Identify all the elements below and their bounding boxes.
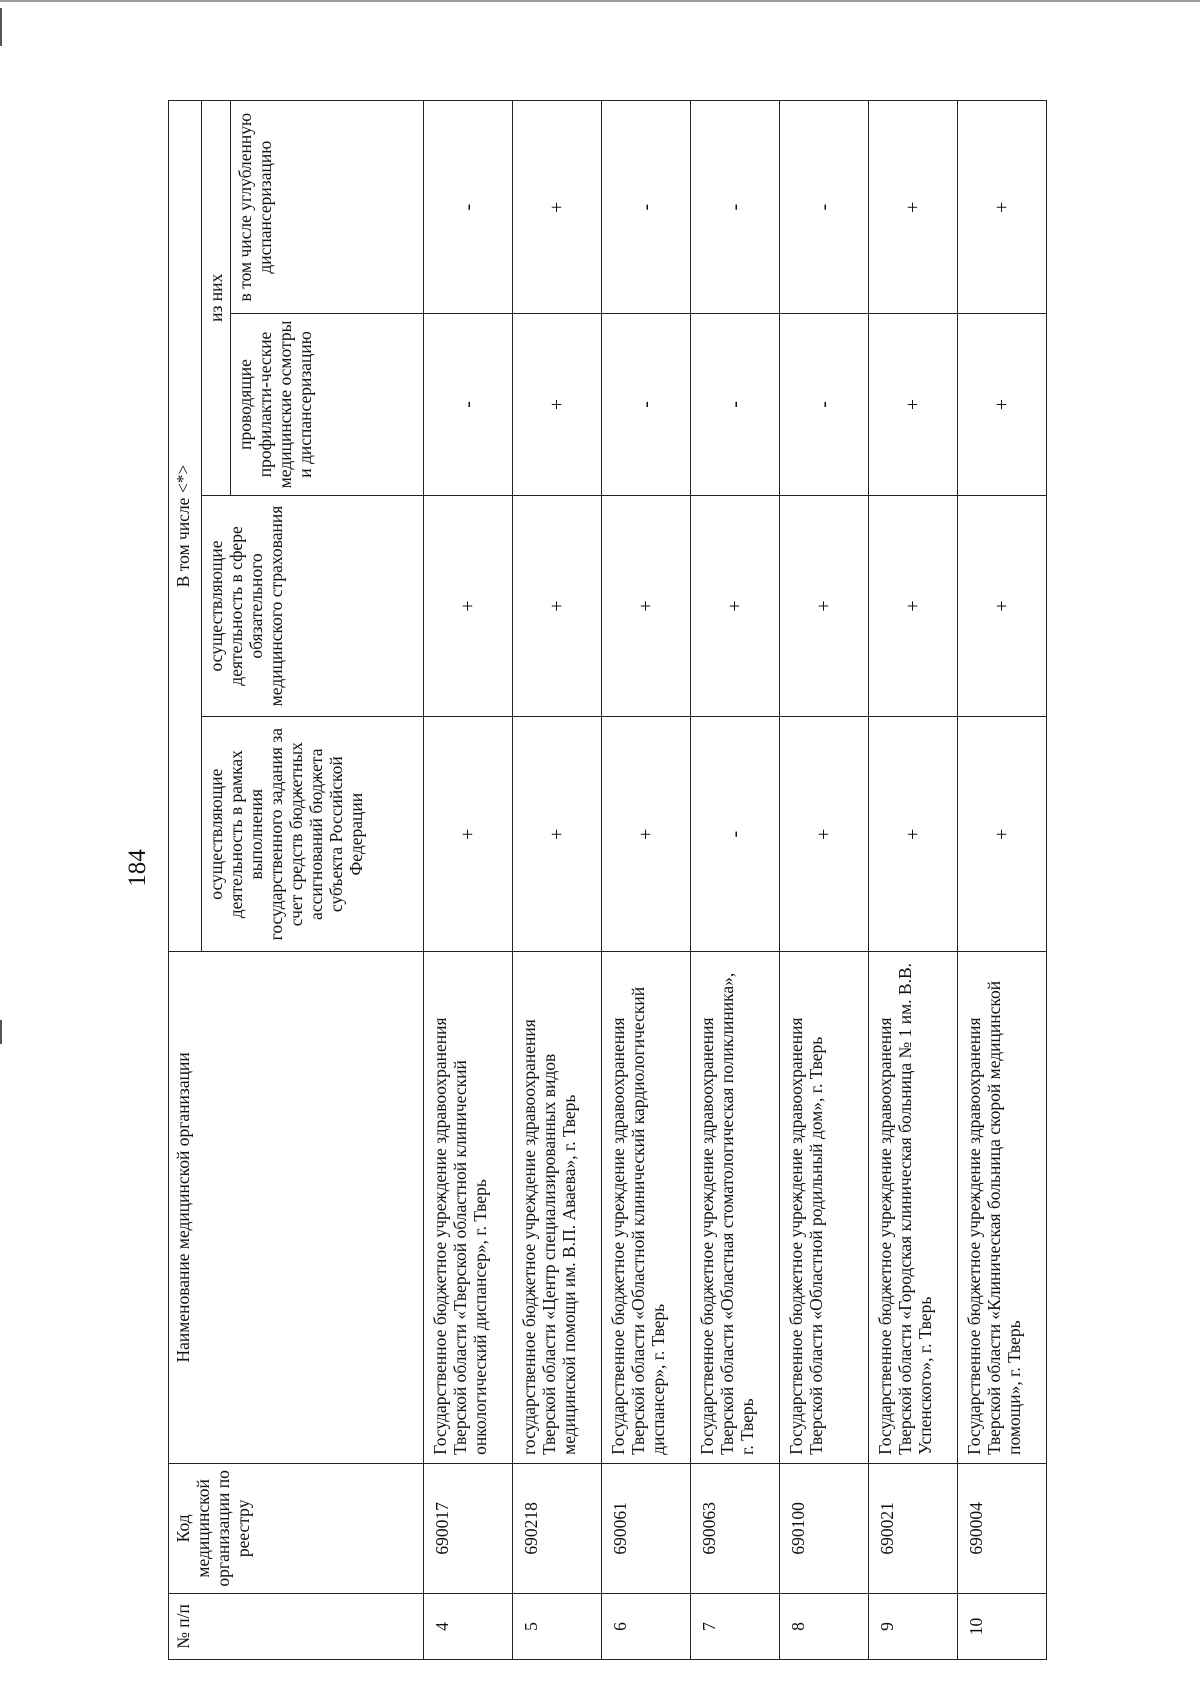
table-row [691,101,780,1660]
header-group: В том числе <*> [169,101,202,952]
header-oms: осуществляющие деятельность в сфере обязательного медицинского страхования [202,495,424,717]
cell-name: Государственное бюджетное учреждение здравоохранения Тверской области «Областной родильный дом», г. Тверь [780,951,869,1463]
cell-code: 690017 [424,1463,513,1593]
cell-code: 690061 [602,1463,691,1593]
cell-num: 7 [691,1593,780,1659]
cell-prof: + [513,314,602,495]
cell-oms: + [602,495,691,717]
scan-mark [0,1020,2,1044]
table-row [958,101,1047,1660]
cell-num: 6 [602,1593,691,1659]
cell-name: Государственное бюджетное учреждение здравоохранения Тверской области «Областной клинический кардиологический диспансер», г. Тверь [602,951,691,1463]
page-number: 184 [124,849,151,887]
cell-code: 690063 [691,1463,780,1593]
rotated-table-container [168,100,1136,1660]
cell-budget: + [513,717,602,952]
cell-name: Государственное бюджетное учреждение здравоохранения Тверской области «Городская клиническая больница № 1 им. В.В. Успенского», г. Тверь [869,951,958,1463]
cell-num: 5 [513,1593,602,1659]
table-row [869,101,958,1660]
cell-prof: - [780,314,869,495]
table-row [424,101,513,1660]
cell-code: 690218 [513,1463,602,1593]
cell-prof: - [424,314,513,495]
table-row [780,101,869,1660]
cell-deep: + [869,101,958,314]
cell-prof: + [958,314,1047,495]
cell-deep: + [958,101,1047,314]
cell-code: 690004 [958,1463,1047,1593]
cell-deep: - [780,101,869,314]
medical-organizations-table [168,100,1047,1660]
cell-deep: - [691,101,780,314]
cell-budget: - [691,717,780,952]
cell-num: 9 [869,1593,958,1659]
header-of-them: из них [202,101,231,496]
cell-oms: + [780,495,869,717]
cell-oms: + [958,495,1047,717]
cell-deep: + [513,101,602,314]
header-name: Наименование медицинской организации [169,951,424,1463]
header-deep: в том числе углубленную диспансеризацию [231,101,424,314]
header-num: № п/п [169,1593,424,1659]
scan-mark [0,8,2,46]
cell-name: Государственное бюджетное учреждение здравоохранения Тверской области «Клиническая больница скорой медицинской помощи», г. Тверь [958,951,1047,1463]
cell-num: 8 [780,1593,869,1659]
cell-oms: + [691,495,780,717]
cell-prof: - [602,314,691,495]
cell-deep: - [602,101,691,314]
cell-code: 690100 [780,1463,869,1593]
cell-prof: - [691,314,780,495]
cell-name: государственное бюджетное учреждение здравоохранения Тверской области «Центр специализированных видов медицинской помощи им. В.П. Аваева», г. Тверь [513,951,602,1463]
table-row [513,101,602,1660]
table-body [424,101,1047,1660]
header-budget: осуществляющие деятельность в рамках выполнения государственного задания за счет средств бюджетных ассигнований бюджета субъекта Российской Федерации [202,717,424,952]
cell-prof: + [869,314,958,495]
header-code: Код медицинской организации по реестру [169,1463,424,1593]
cell-oms: + [513,495,602,717]
table-header [169,101,424,1660]
cell-oms: + [869,495,958,717]
scan-top-edge [0,0,1200,2]
cell-name: Государственное бюджетное учреждение здравоохранения Тверской области «Областная стоматологическая поликлиника», г. Тверь [691,951,780,1463]
cell-budget: + [424,717,513,952]
cell-budget: + [958,717,1047,952]
cell-name: Государственное бюджетное учреждение здравоохранения Тверской области «Тверской областной клинический онкологический диспансер», г. Тверь [424,951,513,1463]
table-row [602,101,691,1660]
cell-num: 10 [958,1593,1047,1659]
cell-budget: + [602,717,691,952]
cell-num: 4 [424,1593,513,1659]
cell-budget: + [869,717,958,952]
cell-oms: + [424,495,513,717]
cell-budget: + [780,717,869,952]
cell-code: 690021 [869,1463,958,1593]
header-prof: проводящие профилакти-ческие медицинские осмотры и диспансеризацию [231,314,424,495]
cell-deep: - [424,101,513,314]
